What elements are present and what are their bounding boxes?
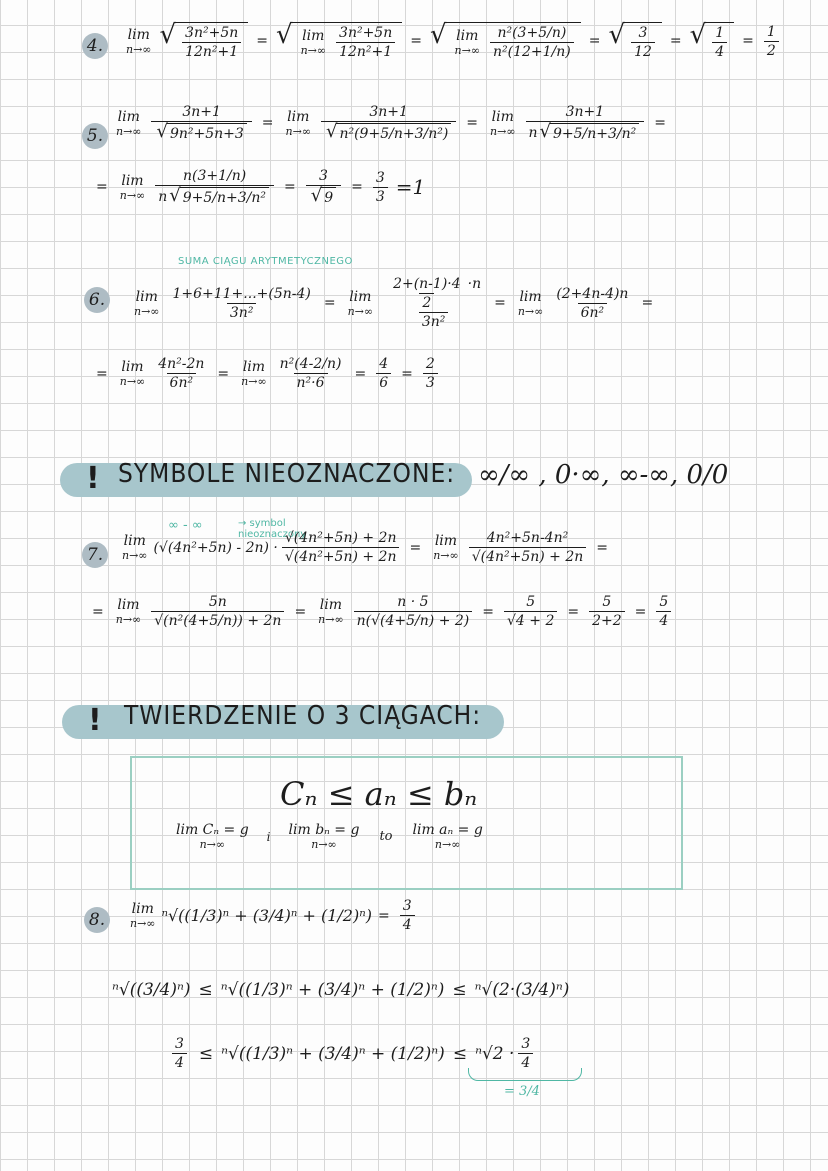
sqrt: √ lim n→∞ $\frac{\text{3n²+5n}}{\text{12n²+1}}$: [276, 22, 402, 60]
theorem-heading: TWIERDZENIE O 3 CIĄGACH:: [124, 701, 482, 731]
exercise-8-line-3: $\frac{3}{4}$ ≤ ⁿ√((1/3)ⁿ + (3/4)ⁿ + (1/2)ⁿ) ≤ ⁿ√2 · $\frac{3}{4}$: [168, 1036, 537, 1071]
exercise-4-equation: lim n→∞ √ $\frac{\text{3n²+5n}}{\text{12n²+1}}$ = √ lim n→∞ $\frac{\text{3n²+5n}}{\text{12n²+1}}$ = √ lim n→∞ $\frac{\text{n²(3+5/n)}}{\text{n²(12+1/n)}}$ = √ $\frac{3}{12}$ = √ $\frac{1}{4}$ = $\frac{1}{2}$: [120, 22, 783, 60]
exercise-5-number: 5.: [82, 123, 108, 149]
exercise-4-number: 4.: [82, 33, 108, 59]
exclamation-icon: !: [86, 461, 100, 496]
indeterminate-symbols-list: ∞/∞ , 0·∞, ∞-∞, 0/0: [478, 460, 729, 490]
exercise-7-number: 7.: [82, 542, 108, 568]
sqrt: √ lim n→∞ $\frac{\text{n²(3+5/n)}}{\text{n²(12+1/n)}}$: [430, 22, 581, 60]
limit-operator: lim n→∞: [116, 108, 142, 138]
exercise-5-line-1: lim n→∞ 3n+1 √ 9n²+5n+3 = lim n→∞ 3n+1 √ n²(9+5/n+3/n²) = lim n→∞ 3n+1 n √ 9+5/n+3/n² =: [116, 104, 667, 142]
note-indeterminate-symbol: → symbol nieoznaczony: [238, 518, 307, 540]
limit-operator: lim n→∞: [126, 26, 152, 56]
sqrt: √ $\frac{\text{3n²+5n}}{\text{12n²+1}}$: [159, 22, 248, 60]
exercise-6-line-2: = lim n→∞ $\frac{\text{4n²-2n}}{\text{6n²}}$ = lim n→∞ $\frac{\text{n²(4-2/n)}}{\text{n²·6}}$ = $\frac{4}{6}$ = $\frac{2}{3}$: [90, 356, 442, 391]
exercise-6-number: 6.: [84, 287, 110, 313]
exclamation-icon: !: [88, 703, 102, 738]
symbols-heading: SYMBOLE NIEOZNACZONE:: [118, 459, 456, 489]
brace-result: = 3/4: [504, 1084, 540, 1099]
brace-underline: [468, 1068, 582, 1081]
exercise-8-line-2: ⁿ√((3/4)ⁿ) ≤ ⁿ√((1/3)ⁿ + (3/4)ⁿ + (1/2)ⁿ) ≤ ⁿ√(2·(3/4)ⁿ): [112, 980, 570, 1000]
result-fraction: $\frac{1}{2}$: [764, 24, 779, 59]
note-arithmetic-sum: SUMA CIĄGU ARYTMETYCZNEGO: [178, 256, 353, 267]
exercise-8-number: 8.: [84, 907, 110, 933]
exercise-7-line-1: lim n→∞ (√(4n²+5n) - 2n) · $\frac{\text{√(4n²+5n) + 2n}}{\text{√(4n²+5n) + 2n}}$ = lim n→∞ $\frac{\text{4n²+5n-4n²}}{\text{√(4n²+5n) + 2n}}$ =: [122, 530, 609, 565]
exercise-7-line-2: = lim n→∞ $\frac{5n}{\text{√(n²(4+5/n)) + 2n}}$ = lim n→∞ $\frac{n \cdot 5}{n(√(4+5/n) + 2)}$ = $\frac{5}{√4 + 2}$ = $\frac{5}{2+2}$ = $\frac{5}{4}$: [86, 594, 675, 629]
theorem-inequality: Cₙ ≤ aₙ ≤ bₙ: [280, 775, 478, 813]
sqrt: √ $\frac{1}{4}$: [690, 22, 735, 60]
note-infinity-minus-infinity: ∞ - ∞: [168, 518, 203, 533]
sqrt: √ $\frac{3}{12}$: [609, 22, 662, 60]
exercise-8-line-1: lim n→∞ ⁿ√((1/3)ⁿ + (3/4)ⁿ + (1/2)ⁿ) = $\frac{3}{4}$: [124, 898, 419, 933]
exercise-5-line-2: = lim n→∞ n(3+1/n) n √ 9+5/n+3/n² = 3 √ 9 = $\frac{3}{3}$ =1: [96, 168, 426, 206]
theorem-statement: lim Cₙ = g n→∞ i lim bₙ = g n→∞ to lim aₙ = g n→∞: [176, 822, 483, 851]
exercise-6-line-1: lim n→∞ $\frac{1+6+11+...+(5n-4)}{\text{3n²}}$ = lim n→∞ $\frac{2+(n-1)\cdot 4}{2}$ ·n 3n² = lim n→∞ $\frac{(2+4n-4)n}{\text{6n²}}$ =: [134, 276, 654, 330]
